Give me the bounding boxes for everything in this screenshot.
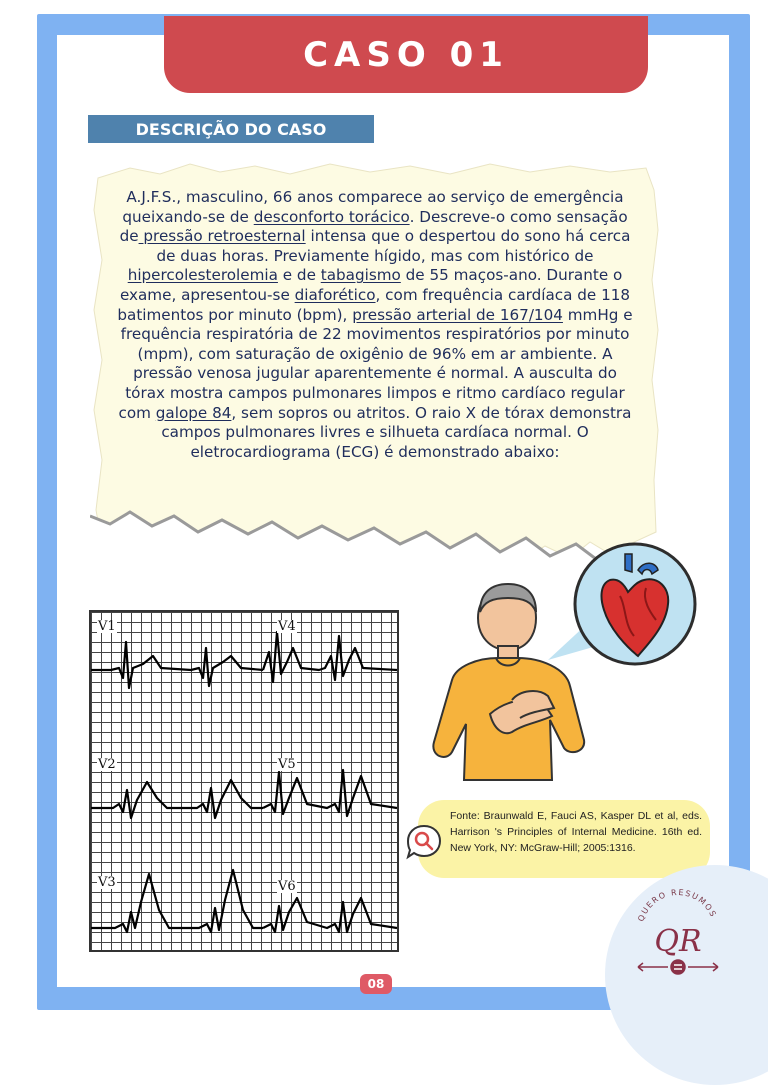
ecg-trace-v1 [91, 642, 263, 688]
case-text-segment: mmHg e frequência respiratória de 22 movimentos respiratórios por minuto (mpm), com saturação de oxigênio de 96% em ar ambiente. A pressão venosa jugular aparentemente é normal. A ausculta do tórax mostra campos pulmonares limpos e ritmo cardíaco regular com [118, 305, 633, 422]
logo-monogram: QR [654, 924, 702, 959]
logo-ornament-icon [638, 960, 718, 974]
lead-label-v2: V2 [98, 757, 116, 772]
highlight-term: galope 84 [155, 403, 232, 422]
ecg-trace-v5 [263, 770, 397, 816]
highlight-term: hipercolesterolemia [127, 266, 278, 285]
patient-chest-pain-illustration [420, 540, 710, 790]
highlight-term: pressão arterial de 167/104 [352, 305, 563, 324]
svg-text:QUERO RESUMOS [636, 888, 718, 923]
lead-label-v1: V1 [98, 619, 116, 634]
case-text-segment: A.J.F.S., masculino, 66 anos comparece ao serviço de emergência queixando-se de [122, 188, 624, 226]
lead-label-v4: V4 [278, 619, 296, 634]
case-text-segment: de 55 maços-ano. Durante o exame, apresentou-se [119, 266, 623, 304]
highlight-term: diaforético [294, 285, 376, 304]
lead-label-v3: V3 [98, 875, 116, 890]
brand-logo [628, 885, 728, 985]
ecg-trace-v3 [91, 870, 263, 932]
search-bubble [404, 822, 444, 866]
case-text-segment: , com frequência cardíaca de 118 batimentos por minuto (bpm), [117, 285, 631, 324]
logo-arc-text: QUERO RESUMOS [636, 887, 719, 923]
highlight-term: desconforto torácico [253, 207, 410, 226]
ecg-trace-v2 [91, 780, 263, 818]
page-number: 08 [360, 974, 392, 994]
title-banner [164, 16, 648, 93]
section-heading: DESCRIÇÃO DO CASO [88, 115, 374, 143]
case-text-segment: intensa que o despertou do sono há cerca de duas horas. Previamente hígido, mas com histórico de [156, 227, 631, 265]
highlight-term: tabagismo [320, 266, 401, 285]
ecg-tracing [89, 610, 399, 952]
lead-label-v5: V5 [278, 757, 296, 772]
case-text-segment: . Descreve-o como sensação de [119, 207, 628, 246]
ecg-trace-v4 [263, 632, 397, 682]
case-description [112, 188, 638, 462]
lead-label-v6: V6 [278, 879, 296, 894]
case-text-segment: e de [277, 266, 321, 285]
highlight-term: pressão retroesternal [138, 227, 306, 246]
page-title: CASO 01 [303, 34, 509, 75]
case-text-segment: , sem sopros ou atritos. O raio X de tórax demonstra campos pulmonares livres e silhueta cardíaca normal. O eletrocardiograma (ECG) é demonstrado abaixo: [161, 403, 632, 461]
patient-figure [433, 584, 584, 780]
ecg-trace-v6 [263, 898, 397, 932]
speech-bubble-icon [408, 826, 440, 857]
source-citation: Fonte: Braunwald E, Fauci AS, Kasper DL et al, eds. Harrison 's Principles of Internal Medicine. 16th ed. New York, NY: McGraw-Hill; 2005:1316. [450, 810, 702, 854]
